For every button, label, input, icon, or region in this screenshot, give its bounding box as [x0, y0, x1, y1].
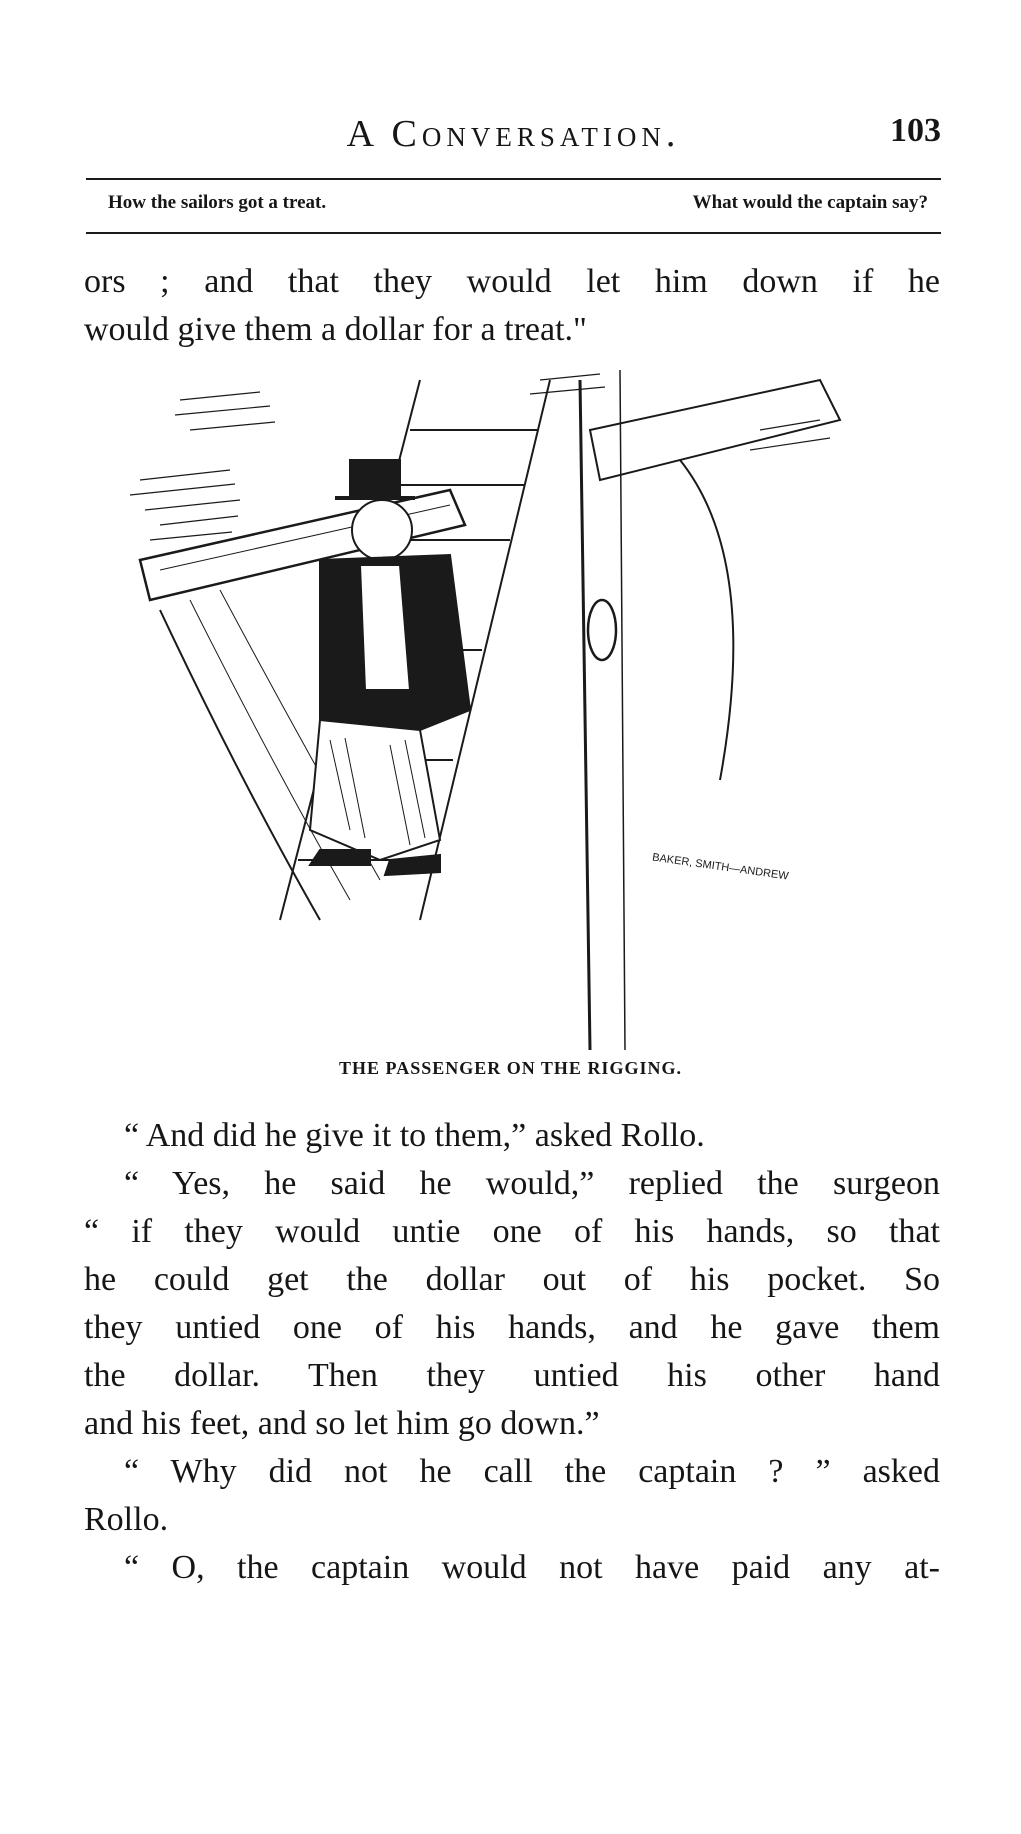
text-line: he could get the dollar out of his pocket. So: [84, 1261, 940, 1298]
text-top: [84, 258, 940, 354]
text-line: they untied one of his hands, and he gave them: [84, 1309, 940, 1346]
text-line: “ O, the captain would not have paid any at-: [124, 1549, 940, 1586]
rigging-illustration: [120, 360, 860, 1050]
topic-line: [108, 192, 928, 222]
illustration-caption: THE PASSENGER ON THE RIGGING.: [339, 1058, 682, 1078]
text-line: Rollo.: [84, 1501, 169, 1538]
text-line: and his feet, and so let him go down.”: [84, 1405, 600, 1442]
right-spar: [590, 380, 840, 480]
text-line: “ Why did not he call the captain ? ” asked: [124, 1453, 940, 1490]
topic-left: How the sailors got a treat.: [108, 192, 327, 213]
pulley-block: [588, 600, 616, 660]
topic-right: What would the captain say?: [692, 192, 928, 213]
header-rule-bottom: [86, 232, 941, 234]
text-line: ors ; and that they would let him down if he: [84, 263, 940, 300]
illustration-signature: BAKER, SMITH—ANDREW: [651, 851, 790, 883]
running-title: A Conversation.: [346, 113, 681, 155]
mast: [580, 380, 590, 1050]
text-line: “ Yes, he said he would,” replied the surgeon: [124, 1165, 940, 1202]
header-rule-top: [86, 178, 941, 180]
sail: [160, 610, 320, 920]
text-line: “ And did he give it to them,” asked Rollo.: [124, 1117, 705, 1154]
sky-hatching: [130, 374, 830, 540]
text-line: “ if they would untie one of his hands, so that: [84, 1213, 940, 1250]
text-line: the dollar. Then they untied his other hand: [84, 1357, 940, 1394]
text-line: would give them a dollar for a treat.": [84, 311, 587, 348]
page-number: 103: [890, 112, 941, 149]
running-head: [86, 112, 941, 162]
text-main: [84, 1112, 940, 1592]
